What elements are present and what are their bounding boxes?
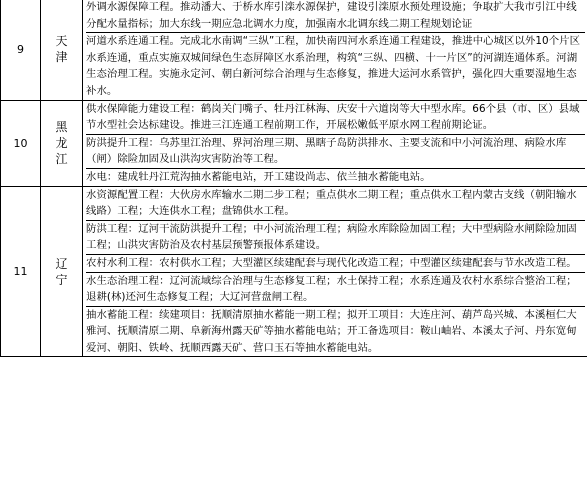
table-row [1,0,587,100]
project-paragraph: 水电：建成牡丹江荒沟抽水蓄能电站，开工建设尚志、依兰抽水蓄能电站。 [86,168,585,186]
province-name [41,119,82,167]
province-char: 龙 [55,136,68,151]
project-paragraph: 防洪提升工程：乌苏里江治理、界河治理三期、黑瞎子岛防洪排水、主要支流和中小河流治理、病险水库（闸）除险加固及山洪沟灾害防治等工程。 [86,134,585,168]
row-number: 9 [1,0,41,100]
province-char: 宁 [55,272,68,287]
province-name [41,33,82,65]
province-char: 辽 [55,256,68,271]
province-name [41,256,82,288]
project-content-cell [83,100,587,186]
project-paragraph: 防洪工程：辽河干流防洪提升工程；中小河流治理工程；病险水库除险加固工程；大中型病险水闸除险加固工程；山洪灾害防治及农村基层预警预报体系建设。 [86,220,585,254]
project-paragraph: 抽水蓄能工程：续建项目：抚顺清原抽水蓄能一期工程；拟开工项目：大连庄河、葫芦岛兴城、本溪桓仁大雅河、抚顺清原二期、阜新海州露天矿等抽水蓄能电站；开工备选项目：鞍山岫岩、本溪太子河、丹东宽甸爱河、朝阳、铁岭、抚顺西露天矿、营口玉石等抽水蓄能电站。 [86,306,585,357]
province-char: 江 [55,152,68,167]
project-paragraph: 水生态治理工程：辽河流域综合治理与生态修复工程；水土保持工程；水系连通及农村水系综合整治工程；退耕(林)还河生态修复工程；大辽河营盘闸工程。 [86,272,585,306]
project-content-cell [83,0,587,100]
project-paragraph: 外调水源保障工程。推动潘大、于桥水库引滦水源保护，建设引滦原水预处理设施；争取扩大我市引江中线分配水量指标；加大东线一期应急北调水力度，加强南水北调东线二期工程规划论证 [86,1,577,30]
province-char: 津 [55,50,68,65]
table-row [1,100,587,186]
table-row [1,186,587,357]
province-char: 天 [55,34,68,49]
project-content-cell [83,186,587,357]
province-cell [41,0,83,100]
province-cell [41,186,83,357]
province-char: 黑 [55,120,68,135]
row-number: 10 [1,100,41,186]
project-paragraph: 农村水利工程：农村供水工程；大型灌区续建配套与现代化改造工程；中型灌区续建配套与节水改造工程。 [86,254,585,272]
project-paragraph: 供水保障能力建设工程：鹤岗关门嘴子、牡丹江林海、庆安十六道岗等大中型水库。66个县（市、区）县域节水型社会达标建设。推进三江连通工程前期工作，开展松嫩低平原水网工程前期论证。 [86,102,580,132]
row-number: 11 [1,186,41,357]
province-cell [41,100,83,186]
project-paragraph: 河道水系连通工程。完成北水南调“三纵”工程，加快南四河水系连通工程建设，推进中心城区以外10个片区水系连通，重点实施双城间绿色生态屏障区水系治理，构筑“三纵、四横、十一片区”的河湖连通体系。河湖生态治理工程。实施永定河、朝白新河综合治理与生态修复，推进大运河水系管护，强化四大重要湿地生态补水。 [86,32,585,99]
project-paragraph: 水资源配置工程：大伙房水库输水二期二步工程；重点供水二期工程；重点供水工程内蒙古支线（朝阳输水线路）工程；大连供水工程；盘锦供水工程。 [86,188,577,218]
